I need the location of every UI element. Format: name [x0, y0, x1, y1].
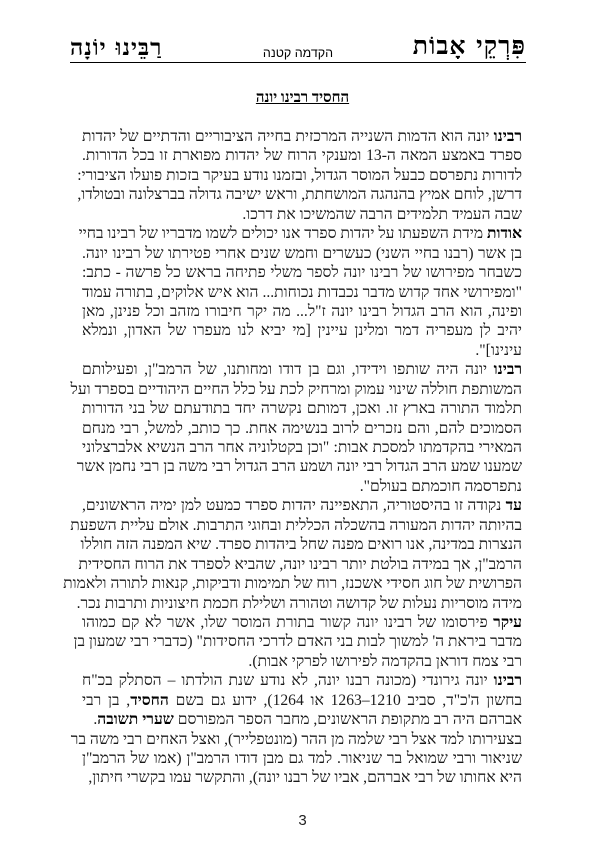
- text-line: [78, 224, 522, 243]
- paragraph-lead-word: רבינו: [493, 128, 522, 145]
- paragraph: [70, 730, 522, 788]
- line-text: מידת השפעתו על יהדות ספרד אנו יכולים לשמו מדבריו של רבינו בחיי: [78, 225, 487, 243]
- line-text-tail: , בן רבי: [82, 691, 131, 709]
- paragraph-lead-word: רבינו: [493, 672, 522, 690]
- line-text: יונה גירונדי (מכונה רבנו יונה, לא נודע שנת הולדתו – הסתלק בכ"ח: [82, 672, 494, 690]
- text-line: [70, 730, 522, 749]
- paragraph-lead-word: עיקר: [493, 613, 522, 631]
- book-title: פִּרְקֵי אָבוֹת: [412, 31, 526, 60]
- text-line: [82, 283, 522, 302]
- line-text: נקודה זו בהיסטוריה, התאפיינה יהדות ספרד כמעט למן ימיה הראשונים,: [82, 497, 506, 515]
- line-text: המשותפת חוללה שינוי עמוק ומרחיק לכת על כלל החיים היהודיים בספרד ועל: [70, 380, 522, 398]
- line-text: לדורות נתפרסם כבעל המוסר הגדול, ובזמנו נודע בעיקר בזכות פועלו הציבורי:: [77, 166, 522, 184]
- chapter-subtitle: הקדמה קטנה: [262, 46, 334, 60]
- paragraph: [63, 496, 522, 613]
- paragraph: [82, 671, 522, 729]
- emphasized-term: שערי תשובה: [97, 711, 174, 729]
- paragraph: [73, 613, 522, 671]
- text-line: [73, 632, 522, 651]
- text-line: [70, 516, 522, 535]
- text-line: [77, 166, 522, 185]
- emphasized-term: החסיד: [130, 691, 169, 709]
- line-text: הרמב"ן, אך במידה בולטת יותר רבינו יונה, שהביא לספרד את הרוח החסידית: [78, 555, 522, 573]
- text-line: [82, 244, 522, 263]
- line-text: נתפרסמה חוכמתם בעולם".: [359, 477, 522, 495]
- text-line: [78, 555, 522, 574]
- body-text: [63, 127, 522, 788]
- line-text: בחשון ה'כ"ד, סביב 1210–1263 או 1264), ידוע גם בשם: [168, 691, 522, 709]
- line-text: מידה מוסריות נעלות של קדושה וטהורה ושלילת חכמת חיצוניות ותרבות נכר.: [76, 594, 522, 612]
- line-text: דרשן, לוחם אמיץ בהנהגה המושחתת, וראש ישיבה גדולה בברצלונה ובטולדו,: [77, 186, 522, 204]
- text-line: [82, 496, 522, 515]
- line-text: יונה היה שותפו וידידו, וגם בן דודו ומחותנו, של הרמב"ן, ופעילותם: [82, 361, 494, 379]
- text-line: [82, 419, 522, 438]
- line-text: עינינו]".: [475, 341, 522, 359]
- text-line: [82, 749, 522, 768]
- text-line: [70, 380, 522, 399]
- paragraph-lead-word: אודות: [486, 225, 522, 243]
- line-text: הפרושית של חוג חסידי אשכנז, רוח של תמימות ודביקות, קנאות לתורה ולאמות: [63, 575, 522, 593]
- text-line: [82, 710, 522, 729]
- line-text: תלמוד התורה בארץ זו. ואכן, דמותם נקשרה יחד בתודעתם של בני הדורות: [82, 400, 522, 418]
- paragraph: [77, 127, 522, 224]
- text-line: [82, 302, 522, 321]
- text-line: [82, 438, 522, 457]
- text-line: [77, 185, 522, 204]
- paragraph-lead-word: עד: [505, 497, 522, 515]
- running-header: [70, 31, 526, 63]
- text-line: [82, 535, 522, 554]
- line-text: הנצרות במדינה, אנו רואים מפנה שחל ביהדות ספרד. שיא המפנה הזה חוללו: [80, 536, 522, 554]
- line-text: שבה העמיד תלמידים הרבה שהמשיכו את דרכו.: [242, 205, 522, 223]
- line-text: אברהם היה רב מתקופת הראשונים, מחבר הספר המפורסם: [173, 711, 522, 729]
- line-text: היא אחותו של רבי אברהם, אביו של רבנו יונה), והתקשר עמו בקשרי חיתון,: [88, 769, 522, 787]
- text-line: [82, 360, 522, 379]
- line-text: המאירי בהקדמתו למסכת אבות: "וכן בקטלוניה אחר הרב הנשיא אלברצלוני: [82, 439, 522, 456]
- section-title: החסיד רבינו יונה: [255, 90, 350, 106]
- text-line: [82, 205, 522, 224]
- paragraph: [78, 224, 522, 360]
- text-line: [82, 652, 522, 671]
- text-line: [82, 477, 522, 496]
- line-text: בן אשר (רבנו בחיי השני) כעשרים וחמש שנים אחרי פטירתו של רבינו יונה.: [82, 244, 522, 262]
- line-text: כשבחר מפירושו של רבינו יונה לספר משלי פתיחה בראש כל פרשה - כתב:: [82, 264, 522, 282]
- text-line: [63, 574, 522, 593]
- line-text: בצעירותו למד אצל רבי שלמה מן ההר (מונטפלייר), ואצל האחים רבי משה בר: [70, 730, 522, 748]
- author-title: רַבֵּינוּ יוֹנָה: [70, 34, 163, 61]
- line-text: בהיותה יהדות המעורה בהשכלה הכללית ובחוגי התרבות. אולם עליית השפעת: [70, 516, 522, 534]
- line-text: מדבר ביראת ה' למשוך לבות בני האדם לדרכי החסידות" (כדברי רבי שמעון בן: [73, 633, 522, 651]
- page-number: 3: [298, 812, 307, 829]
- line-text: שמענו שמע הרב הגדול רבי יונה ושמע הרב הגדול רבי משה בן רבי נחמן אשר: [76, 458, 522, 476]
- line-text-tail: .: [93, 711, 98, 729]
- line-text: רבי צמח דוראן בהקדמה לפירושו לפרקי אבות).: [248, 652, 522, 670]
- line-text: הסמוכים להם, והם נזכרים לרוב בנשימה אחת. כך כותב, למשל, רבי מנחם: [82, 419, 522, 437]
- line-text: ספרד באמצע המאה ה-13 ומענקי הרוח של יהדות מפוארת זו בכל הדורות.: [82, 147, 522, 165]
- text-line: [82, 146, 522, 165]
- line-text: פירסומו של רבינו יונה קשור בתורת המוסר שלו, אשר לא קם כמוהו: [82, 613, 494, 631]
- text-line: [82, 613, 522, 632]
- text-line: [82, 263, 522, 282]
- line-text: יונה הוא הדמות השנייה המרכזית בחייה הציבוריים והדתיים של יהדות: [82, 128, 494, 145]
- line-text: שניאור ורבי שמואל בר שניאור. למד גם מבן דודו הרמב"ן (אמו של הרמב"ן: [82, 750, 522, 767]
- text-line: [82, 671, 522, 690]
- line-text: יהיב לן מעפריה דמר ומלינן עיינין [מי יביא לנו מעפרו של האדון, ונמלא: [82, 322, 522, 340]
- text-line: [82, 127, 522, 146]
- text-line: [82, 321, 522, 340]
- line-text: "ומפירושי אחד קדוש מדבר נכבדות נכוחות... הוא איש אלוקים, בתורה עמוד: [82, 283, 522, 301]
- text-line: [82, 691, 522, 710]
- line-text: ופינה, הוא הרב הגדול רבינו יונה ז"ל... מה יקר חיבורו מזהב וכל פנינן, מאן: [82, 302, 522, 320]
- text-line: [76, 594, 522, 613]
- text-line: [76, 457, 522, 476]
- paragraph: [70, 360, 522, 496]
- text-line: [82, 341, 522, 360]
- paragraph-lead-word: רבינו: [493, 361, 522, 379]
- text-line: [82, 768, 522, 787]
- text-line: [82, 399, 522, 418]
